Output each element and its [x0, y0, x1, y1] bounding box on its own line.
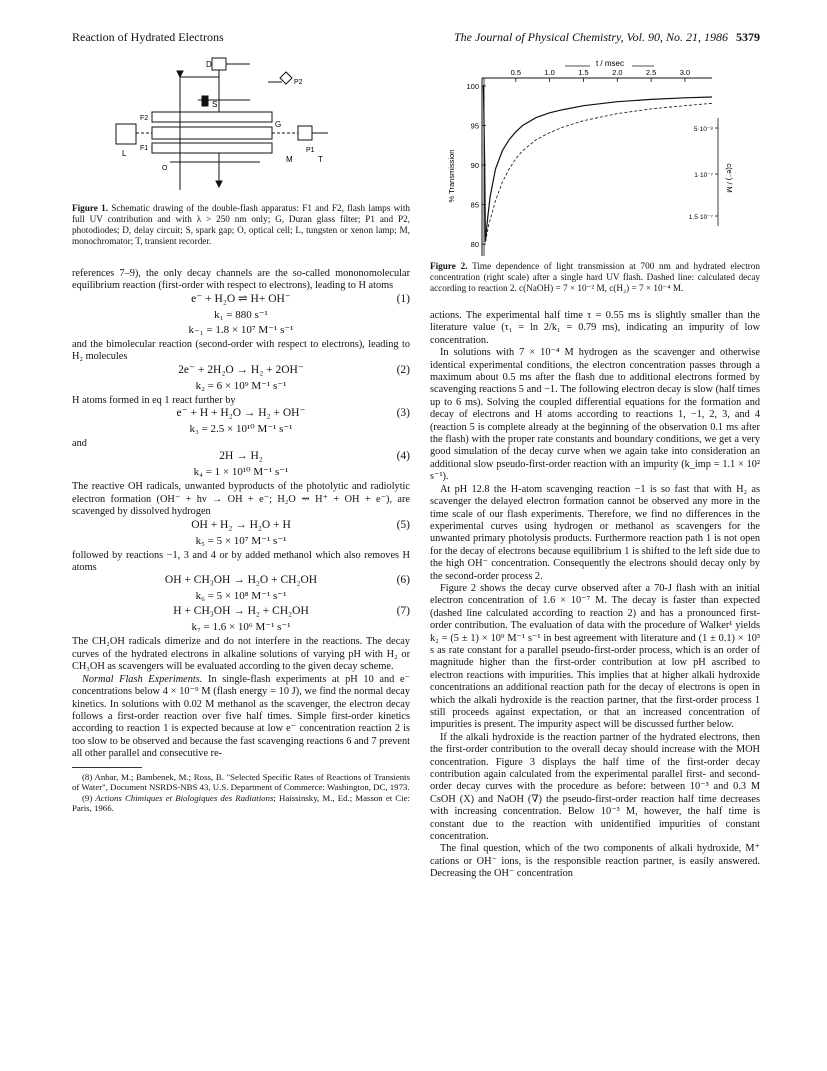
- rate-km1: k₋₁ = 1.8 × 10⁷ M⁻¹ s⁻¹: [188, 323, 294, 336]
- label-o: O: [162, 165, 168, 172]
- right-para-1: actions. The experimental half time τ = 0.55 ms is slightly smaller than the literature value (τ₁ = ln 2/k₁ = 0.79 ms), indicating an impurity of low concentration.: [430, 310, 760, 346]
- right-tick-label: 1.5·10⁻⁷: [688, 214, 713, 221]
- right-axis-label: c(e⁻) / M: [725, 163, 734, 193]
- rate-k7: k₇ = 1.6 × 10⁶ M⁻¹ s⁻¹: [191, 621, 291, 634]
- footnote-9-number: (9): [82, 792, 96, 803]
- left-column: [72, 268, 410, 814]
- label-g: G: [275, 120, 282, 129]
- equation-1-text: e⁻ + H₂O ⇌ H+ OH⁻: [191, 292, 291, 305]
- right-para-6: The final question, which of the two components of alkali hydroxide, M⁺ cations or OH⁻ ions, is the responsible reaction partner, is easily answered. Decreasing the OH⁻ concentration: [430, 843, 760, 880]
- left-para-1: references 7–9), the only decay channels are the so-called mononomolecular equilibrium reaction (first-order with respect to electrons), leading to H atoms: [72, 268, 410, 292]
- equation-7-text: H + CH₃OH → H₂ + CH₂OH: [173, 605, 309, 618]
- rate-k6: k₆ = 5 × 10⁸ M⁻¹ s⁻¹: [195, 590, 287, 603]
- equation-7-number: (7): [396, 605, 410, 618]
- equation-3-text: e⁻ + H + H₂O → H₂ + OH⁻: [176, 407, 306, 420]
- label-f1: F1: [140, 145, 149, 152]
- label-f2: F2: [140, 115, 149, 122]
- delay-circuit-box: [212, 58, 226, 70]
- left-para-5: followed by reactions −1, 3 and 4 or by added methanol which also removes H atoms: [72, 549, 410, 574]
- label-s: S: [212, 100, 218, 109]
- measured-transmission-curve: [482, 86, 712, 242]
- y-tick-label: 85: [470, 200, 479, 210]
- equation-3-number: (3): [396, 407, 410, 420]
- equation-4-text: 2H → H₂: [219, 450, 263, 463]
- equation-4: [72, 450, 410, 466]
- rate-k3: k₃ = 2.5 × 10¹⁰ M⁻¹ s⁻¹: [189, 423, 293, 436]
- left-para-4: The reactive OH radicals, unwanted byproducts of the photolytic and radiolytic electron formation (OH⁻ + hν → OH + e⁻; H₂O ⇝ H⁺ + OH + e⁻), are scavenged by dissolved hydrogen: [72, 481, 410, 518]
- top-axis-label: t / msec: [595, 59, 625, 68]
- x-tick-label: 1.5: [578, 68, 589, 77]
- y-tick-label: 90: [470, 161, 479, 171]
- footnote-9-rest: ; Haissinsky, M., Ed.; Masson et Cie: Paris, 1966.: [72, 792, 410, 814]
- figure-1-schematic: [110, 52, 330, 202]
- spark-gap: [202, 96, 208, 106]
- figure-2-caption: [430, 261, 760, 294]
- monochromator-box: [298, 126, 312, 140]
- page-number: 5379: [736, 30, 760, 44]
- label-m: M: [286, 155, 293, 164]
- equation-3: [72, 407, 410, 423]
- left-para-2: and the bimolecular reaction (second-order with respect to electrons), leading to H₂ molecules: [72, 338, 410, 363]
- optical-cell: [152, 127, 272, 139]
- footnote-9: [72, 793, 410, 814]
- left-para-3: H atoms formed in eq 1 react further by: [72, 394, 236, 406]
- equation-1-number: (1): [396, 292, 410, 305]
- equation-5-text: OH + H₂ → H₂O + H: [191, 518, 291, 531]
- rate-k5: k₅ = 5 × 10⁷ M⁻¹ s⁻¹: [195, 534, 287, 547]
- label-t: T: [318, 155, 323, 164]
- figure-1-caption-label: Figure 1.: [72, 203, 109, 213]
- figure-1-caption-text: Schematic drawing of the double-flash apparatus: F1 and F2, flash lamps with full UV contribution and with λ > 250 nm only; G, Duran glass filter; P1 and P2, photodiodes; D, delay circuit; S, spark gap; O, optical cell; L, tungsten or xenon lamp; M, monochromator; T, transient recorder.: [72, 203, 410, 246]
- equation-6-text: OH + CH₃OH → H₂O + CH₂OH: [164, 574, 318, 587]
- figure-2-chart: [440, 56, 740, 256]
- figure-2-caption-label: Figure 2.: [430, 261, 468, 271]
- equation-2-text: 2e⁻ + 2H₂O → H₂ + 2OH⁻: [178, 363, 304, 376]
- footnotes: [72, 772, 410, 814]
- equation-6-number: (6): [396, 574, 410, 587]
- footnote-9-title: Actions Chimiques et Biologiques des Radiations: [95, 792, 274, 803]
- equation-5-number: (5): [396, 518, 410, 531]
- flash-lamp-f2: [152, 112, 272, 122]
- right-para-3: At pH 12.8 the H-atom scavenging reaction −1 is so fast that with H₂ as scavenger the delayed electron formation cannot be observed any more in the time scale of our flash experiments. Therefore, we find no differences in the experimental curves using hydrogen or methanol as scavengers for the unwanted primary photolysis products. Furthermore reaction path 1 is not open for the decay of electrons because equilibrium 1 is shifted to the left side due to the high OH⁻ concentration. Consequently the electrons should decay only by the second-order process 2.: [430, 483, 760, 582]
- right-para-5: If the alkali hydroxide is the reaction partner of the hydrated electrons, then the first-order contribution to the overall decay should increase with the MOH concentration. Figure 3 displays the half time of the first-order decay contribution again calculated from the experimental parallel first- and second-order decay curves with the procedure as before: between 10⁻³ and 0.3 M CsOH (X) and NaOH (∇) the pseudo-first-order reaction half time decreases with increasing concentration. Below 10⁻³ M, however, the half time is constant due to the reaction with unidentified impurities of constant concentration.: [430, 731, 760, 843]
- left-para-7-text: In single-flash experiments at pH 10 and e⁻ concentrations below 4 × 10⁻⁹ M (flash energy = 10 J), we find the normal decay kinetics. In solutions with 0.02 M methanol as the scavenger, the electron decay follows a first-order reaction over five half times. Simple first-order kinetics according to reaction 1 is expected because at low e⁻ concentration reaction 2 is too slow to be observed and because the fast scavenging reactions 6 and 7 prevent all other parallel and consecutive re-: [72, 673, 410, 760]
- right-para-2: In solutions with 7 × 10⁻⁴ M hydrogen as the scavenger and otherwise identical experimental conditions, the electron concentration passes through a maximum about 0.5 ms after the flash due to additional electrons formed by scavenging reactions 5 and −1. The following electron decay is slow (half times up to 6 ms). Solving the coupled differential equations for the formation and decay of electrons and H atoms according to reactions 1, −1, 2, 3, and 4 (reaction 5 is complete already at the beginning of the observation 0.1 ms after the flash) with the proper rate constants and boundary conditions, we get a very good simulation of the decay curve when we again take into consideration an additional slow pseudo-first-order reaction with an impurity (k_imp = 1.1 × 10² s⁻¹).: [430, 347, 760, 483]
- x-tick-label: 2.0: [612, 68, 623, 77]
- calculated-decay-curve: [485, 103, 712, 242]
- equation-7: [72, 605, 410, 621]
- rate-k2: k₂ = 6 × 10⁹ M⁻¹ s⁻¹: [195, 379, 287, 392]
- journal-citation: [430, 30, 760, 45]
- footnote-rule: [72, 767, 142, 768]
- flash-lamp-f1: [152, 143, 272, 153]
- y-axis-label: % Transmission: [447, 149, 456, 203]
- x-tick-label: 1.0: [544, 68, 555, 77]
- right-column: [430, 310, 760, 881]
- equation-2: [72, 364, 410, 380]
- y-tick-label: 95: [470, 121, 479, 131]
- right-tick-label: 1·10⁻⁷: [694, 172, 713, 179]
- right-para-4: Figure 2 shows the decay curve observed after a 70-J flash with an initial electron concentration of 1.6 × 10⁻⁷ M. The decay is faster than expected (dashed line calculated according to reaction 2) and has a pronounced first-order contribution. The evaluation of data with the procedure of Walker¹ yields k₂ = (5 ± 1) × 10⁹ M⁻¹ s⁻¹ in best agreement with literature and (1 ± 0.1) × 10³ s as rate constant for a parallel pseudo-first-order process, which is an order of magnitude higher than the first-order contribution at low pH ascribed to electron reactions with impurities. This implies that at higher alkali hydroxide concentrations an additional reaction path for the decay of electrons is open in which the alkali hydroxide is the reaction partner, that the first-order process 1 still proceeds against expectation, or that an increased concentration of impurities is present. The impurity aspect will be discussed further below.: [430, 582, 760, 731]
- x-tick-label: 0.5: [510, 68, 522, 77]
- left-para-6: The CH₂OH radicals dimerize and do not interfere in the reactions. The decay curves of the hydrated electrons in alkaline solutions of varying pH with H₂ or CH₃OH as scavengers will be evaluated according to the given decay scheme.: [72, 636, 410, 673]
- lamp-box: [116, 124, 136, 144]
- label-p2: P2: [294, 79, 303, 86]
- equation-6: [72, 574, 410, 590]
- x-tick-label: 3.0: [679, 68, 691, 77]
- label-d: D: [206, 60, 212, 69]
- equation-2-number: (2): [396, 363, 410, 376]
- figure-1-caption: [72, 203, 410, 247]
- right-tick-label: 5·10⁻⁸: [693, 126, 713, 133]
- equation-1: [72, 293, 410, 309]
- equation-4-number: (4): [396, 450, 410, 463]
- label-l: L: [122, 149, 127, 158]
- running-head: Reaction of Hydrated Electrons: [72, 30, 224, 44]
- journal-name: The Journal of Physical Chemistry, Vol. 90, No. 21, 1986: [454, 30, 728, 44]
- section-heading-normal-flash: Normal Flash Experiments.: [82, 673, 203, 685]
- rate-k4: k₄ = 1 × 10¹⁰ M⁻¹ s⁻¹: [193, 466, 289, 479]
- rate-k1: k₁ = 880 s⁻¹: [214, 308, 268, 321]
- equation-5: [72, 519, 410, 535]
- left-and: and: [72, 438, 87, 450]
- footnote-8: (8) Anbar, M.; Bambenek, M.; Ross, B. "Selected Specific Rates of Reactions of Transients of Water", Document NSRDS-NBS 43, U.S. Department of Commerce: Washington, DC, 1973.: [72, 771, 410, 793]
- x-tick-label: 2.5: [645, 68, 657, 77]
- figure-2-caption-text: Time dependence of light transmission at 700 nm and hydrated electron concentration (right scale) after a single hard UV flash. Dashed line: calculated decay according to reaction 2. c(NaOH) = 7 × 10⁻² M, c(H₂) = 7 × 10⁻⁴ M.: [430, 261, 760, 293]
- label-p1: P1: [306, 147, 315, 154]
- left-para-7: [72, 674, 410, 761]
- y-tick-label: 80: [470, 240, 479, 250]
- y-tick-label: 100: [466, 81, 479, 91]
